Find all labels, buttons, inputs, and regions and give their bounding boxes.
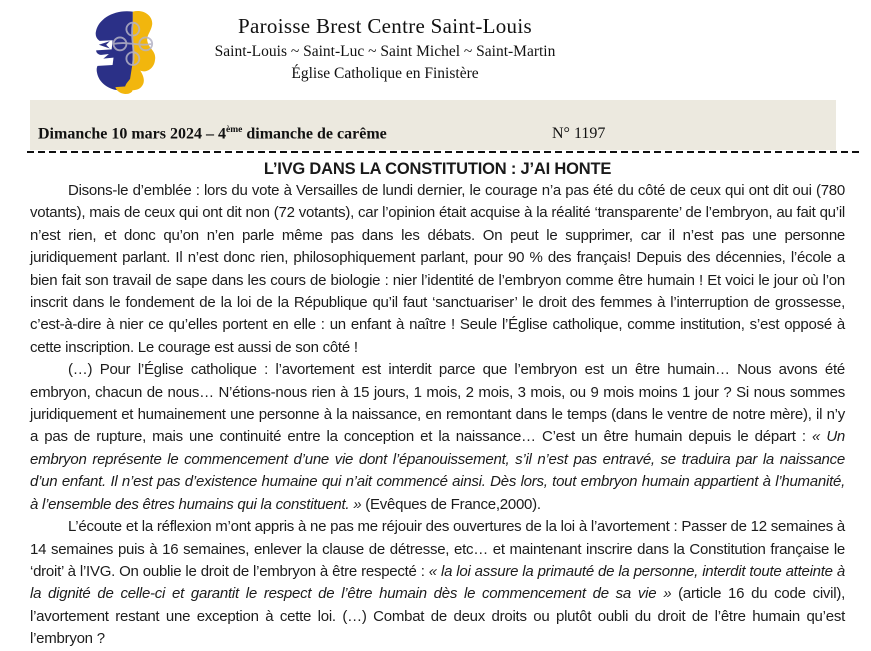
masthead-text: [0, 14, 770, 83]
article-paragraph: (…) Pour l’Église catholique : l’avortement est interdit parce que l’embryon est un être humain… Nous avons été embryon, chacun de nous… N’étions-nous rien à 15 jours, 1 mois, 2 mois, 3 mois, ou 9 mois moins 1 jour ? Si nous sommes juridiquement et humainement une personne à la naissance, en remontant dans le temps (dans le ventre de notre mère), il n’y a pas de rupture, mais une continuité entre la conception et la naissance… C’est un être humain depuis le départ : « Un embryon représente le commencement d’une vie dont l’épanouissement, s’il n’est pas entravé, se traduira par la naissance d’un enfant. Il n’est pas d’existence humaine qui n’ait commencé ainsi. Dès lors, tout embryon humain appartient à l’humanité, à l’ensemble des êtres humains qui la constituent. » (Evêques de France,2000).: [30, 361, 845, 513]
article-title: L’IVG DANS LA CONSTITUTION : J’AI HONTE: [263, 160, 612, 178]
parish-title: Paroisse Brest Centre Saint-Louis: [238, 14, 532, 38]
parish-churches: Saint-Louis ~ Saint-Luc ~ Saint Michel ~ Saint-Martin: [214, 43, 556, 60]
article-paragraph: L’écoute et la réflexion m’ont appris à ne pas me réjouir des ouvertures de la loi à l’avortement : Passer de 12 semaines à 14 semaines puis à 16 semaines, enlever la clause de détresse, etc… et maintenant inscrire dans la Constitution française le ‘droit’ à l’IVG. On oublie le droit de l’embryon à être respecté : « la loi assure la primauté de la personne, interdit toute atteinte à la dignité de celle-ci et garantit le respect de l’être humain dès le commencement de sa vie » (article 16 du code civil), l’avortement restant une exception à cette loi. (…) Combat de deux droits ou plutôt oubli du droit de l’être humain qu’est l’embryon ?: [30, 518, 845, 648]
dashed-divider: [27, 151, 863, 153]
issue-date: Dimanche 10 mars 2024 – 4ème dimanche de carême: [38, 124, 387, 142]
ordinal-superscript: ème: [225, 124, 243, 135]
article-body: [30, 180, 845, 651]
issue-number: N° 1197: [552, 125, 606, 142]
article: [30, 160, 845, 651]
article-paragraph: Disons-le d’emblée : lors du vote à Versailles de lundi dernier, le courage n’a pas été du côté de ceux qui ont dit oui (780 votants), mais de ceux qui ont dit non (72 votants), car l’opinion était acquise à la réalité ‘transparente’ de l’embryon, au fait qu’il n’est rien, et donc qu’on n’en parle même pas dans les débats. On peut le supprimer, car il n’est pas une personne juridiquement parlant. Il n’est donc rien, philosophiquement parlant, pour 90 % des français! Depuis des décennies, l’école a bien fait son travail de sape dans les cours de biologie : nier l’identité de l’embryon comme être humain ! Et voici le jour où l’on inscrit dans le fondement de la loi de la République qu’il faut ‘sanctuariser’ le droit des femmes à l’interruption de grossesse, c’est-à-dire à nier ce qu’elles portent en elle : un enfant à naître ! Seule l’Église catholique, comme institution, s’est opposé à cette inscription. Le courage est aussi de son côté !: [30, 182, 845, 356]
issue-bar: [30, 100, 836, 150]
masthead: [0, 0, 871, 100]
diocese-line: Église Catholique en Finistère: [291, 65, 479, 82]
